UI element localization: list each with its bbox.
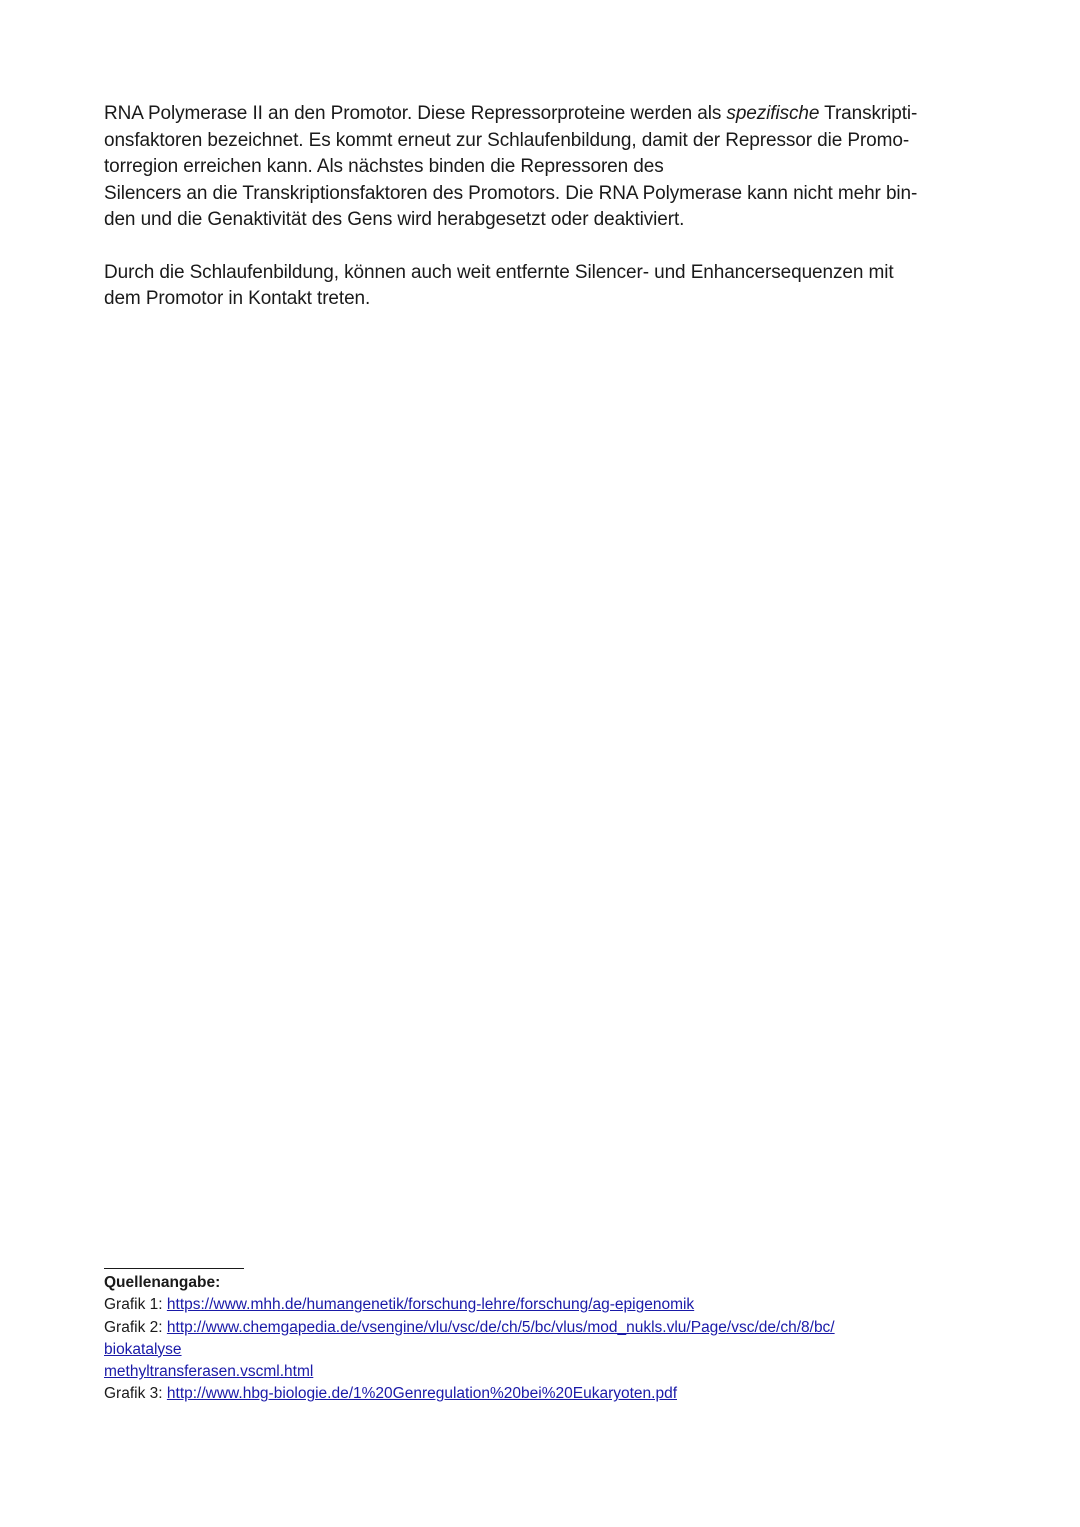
text-segment: Transkripti- [819,103,918,124]
text-line: Silencers an die Transkriptionsfaktoren des Promotors. Die RNA Polymerase kann nicht mehr bin- [104,182,918,204]
text-line: torregion erreichen kann. Als nächstes binden die Repressoren des [104,156,664,177]
source-entry-1 [104,1294,984,1316]
text-segment: RNA Polymerase II an den Promotor. Diese Repressorproteine werden als [104,103,727,124]
text-line [104,101,964,128]
source-link[interactable]: http://www.chemgapedia.de/vsengine/vlu/vsc/de/ch/5/bc/vlus/mod_nukls.vlu/Page/vsc/de/ch/8/bc/ [166,1318,835,1336]
source-label: Grafik 2: [104,1318,167,1336]
text-line: onsfaktoren bezeichnet. Es kommt erneut zur Schlaufenbildung, damit der Repressor die Promo- [104,129,910,151]
source-entry-2 [104,1317,984,1339]
source-label: Grafik 1: [104,1296,167,1314]
source-label: Grafik 3: [104,1385,167,1403]
source-link[interactable]: https://www.mhh.de/humangenetik/forschung-lehre/forschung/ag-epigenomik [166,1296,695,1314]
source-entry-2-continued [104,1339,984,1361]
source-link[interactable]: biokatalyse [104,1340,182,1358]
text-line: den und die Genaktivität des Gens wird herabgesetzt oder deaktiviert. [104,209,685,230]
footnote-separator [104,1268,244,1269]
source-link[interactable]: http://www.hbg-biologie.de/1%20Genregulation%20bei%20Eukaryoten.pdf [166,1385,678,1403]
source-entry-3 [104,1383,984,1405]
body-text [104,101,964,313]
sources-heading: Quellenangabe: [104,1274,221,1291]
source-entry-2-continued [104,1361,984,1383]
source-link[interactable]: methyltransferasen.vscml.html [104,1363,314,1381]
sources-section [104,1272,984,1406]
text-line: Durch die Schlaufenbildung, können auch weit entfernte Silencer- und Enhancersequenzen mit [104,261,894,283]
text-line: dem Promotor in Kontakt treten. [104,288,371,309]
emphasis-text: spezifische [726,103,820,124]
paragraph-gap [104,234,964,260]
